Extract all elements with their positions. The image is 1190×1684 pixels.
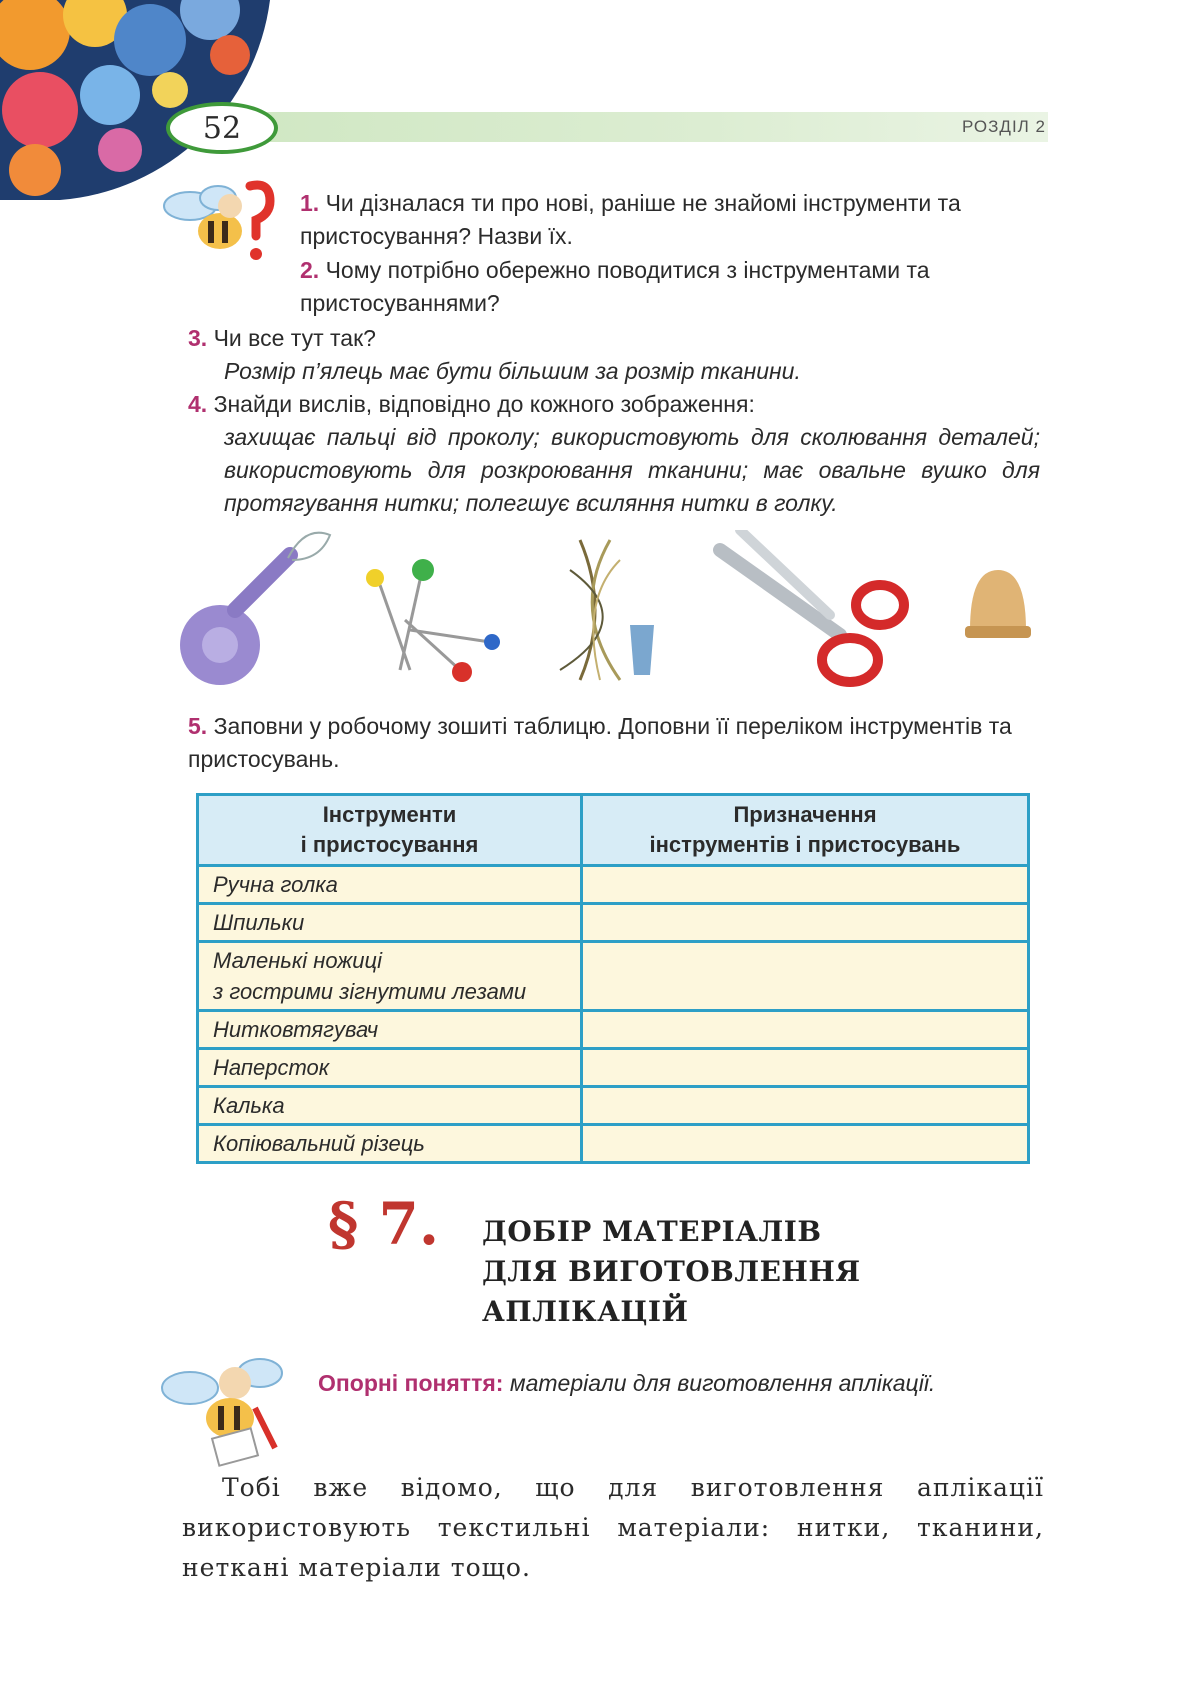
table-row [198, 1125, 1029, 1163]
table-cell-line: з гострими зігнутими лезами [213, 979, 527, 1004]
key-concepts [318, 1370, 1058, 1397]
question-2 [300, 254, 1040, 320]
bee-pencil-icon [160, 1348, 290, 1468]
thimble-image [965, 570, 1031, 638]
question-1 [300, 187, 1040, 253]
table-cell-blank [582, 1049, 1029, 1087]
needles-and-threads-image [560, 540, 654, 680]
paragraph-title-line: ДОБІР МАТЕРІАЛІВ [482, 1215, 822, 1248]
question-text: Чому потрібно обережно поводитися з інструментами та пристосуваннями? [300, 257, 930, 316]
paragraph-title [482, 1212, 932, 1332]
question-italic-text: захищає пальці від проколу; використовують для сколювання деталей; використовують для розкроювання тканини; має овальне вушко для протягування нитки; полегшує всиляння нитки в голку. [224, 424, 1040, 516]
table-row [198, 1049, 1029, 1087]
question-number: 3. [188, 325, 208, 351]
table-cell-name: Наперсток [198, 1049, 582, 1087]
table-cell-line: Маленькі ножиці [213, 948, 382, 973]
body-paragraph: Тобі вже відомо, що для виготовлення аплікації використовують текстильні матеріали: нитки, тканини, нетканi матеріали тощо. [182, 1473, 1044, 1582]
table-row [198, 866, 1029, 904]
paragraph-title-line: АПЛІКАЦІЙ [482, 1295, 689, 1328]
table-cell-blank [582, 1125, 1029, 1163]
tools-illustration [180, 530, 1060, 690]
needle-threader-image [180, 533, 330, 685]
paragraph-title-line: ДЛЯ ВИГОТОВЛЕННЯ [482, 1255, 861, 1288]
table-cell-name: Шпильки [198, 904, 582, 942]
table-row [198, 1011, 1029, 1049]
question-text: Чи все тут так? [213, 325, 376, 351]
table-cell-blank [582, 1087, 1029, 1125]
question-text: Знайди вислів, відповідно до кожного зображення: [213, 391, 755, 417]
table-header-tools [198, 795, 582, 866]
table-cell-name: Калька [198, 1087, 582, 1125]
table-cell-blank [582, 1011, 1029, 1049]
table-cell-name: Копіювальний різець [198, 1125, 582, 1163]
table-row [198, 942, 1029, 1011]
table-cell-blank [582, 866, 1029, 904]
question-number: 4. [188, 391, 208, 417]
question-4 [188, 388, 1040, 520]
section-label: РОЗДІЛ 2 [961, 117, 1046, 136]
table-header-line: інструментів і пристосувань [649, 832, 961, 857]
table-header-row [198, 795, 1029, 866]
bee-question-icon [160, 176, 280, 266]
key-concepts-label: Опорні поняття: [318, 1370, 504, 1396]
table-cell-name: Нитковтягувач [198, 1011, 582, 1049]
flower-decoration-image [0, 0, 290, 200]
table-cell-blank [582, 904, 1029, 942]
paragraph-mark: § 7. [328, 1190, 440, 1258]
table-header-purpose [582, 795, 1029, 866]
table-header-line: Інструменти [322, 802, 457, 827]
scissors-image [720, 530, 904, 682]
pins-image [366, 559, 500, 682]
question-number: 1. [300, 190, 320, 216]
question-number: 5. [188, 713, 208, 739]
question-5 [188, 710, 1040, 776]
question-number: 2. [300, 257, 320, 283]
table-cell-name: Ручна голка [198, 866, 582, 904]
table-row [198, 904, 1029, 942]
tools-table [196, 793, 1030, 1164]
table-header-line: і пристосування [300, 832, 479, 857]
question-text: Заповни у робочому зошиті таблицю. Доповни її переліком інструментів та пристосувань. [188, 713, 1012, 772]
table-cell-blank [582, 942, 1029, 1011]
question-italic-text: Розмір п’ялець має бути більшим за розмір тканини. [224, 358, 801, 384]
table-header-line: Призначення [733, 802, 877, 827]
table-row [198, 1087, 1029, 1125]
question-text: Чи дізналася ти про нові, раніше не знайомі інструменти та пристосування? Назви їх. [300, 190, 961, 249]
table-cell-name [198, 942, 582, 1011]
key-concepts-text: матеріали для виготовлення аплікації. [509, 1370, 936, 1396]
question-3 [188, 322, 1040, 388]
page-number: 52 [166, 102, 278, 154]
